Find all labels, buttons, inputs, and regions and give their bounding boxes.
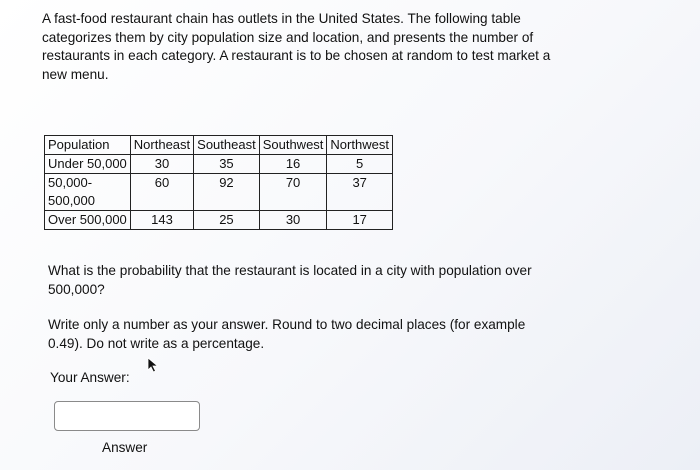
table-cell: 30: [130, 155, 193, 174]
row-label-line: 500,000: [48, 193, 95, 208]
table-cell: 143: [130, 211, 193, 230]
column-header-southwest: Southwest: [259, 136, 327, 155]
column-header-northwest: Northwest: [327, 136, 393, 155]
instructions-line: 0.49). Do not write as a percentage.: [48, 335, 265, 351]
table-cell: 16: [259, 155, 327, 174]
question-line: What is the probability that the restaurant is located in a city with population over: [48, 263, 532, 278]
mouse-pointer-icon: [147, 357, 159, 373]
intro-line: new menu.: [42, 66, 109, 82]
table-cell: 92: [194, 174, 260, 211]
table-cell: 35: [194, 155, 260, 174]
row-label: Under 50,000: [45, 155, 131, 174]
restaurant-count-table: [44, 135, 393, 230]
table-row: [45, 211, 393, 230]
table-cell: 60: [130, 174, 193, 211]
table-cell: 5: [327, 155, 393, 174]
question-text: [48, 262, 618, 299]
table-cell: 25: [194, 211, 260, 230]
table-header-row: [45, 136, 393, 155]
table-row: [45, 155, 393, 174]
row-label-line: 50,000-: [48, 175, 93, 190]
table-cell: 37: [327, 174, 393, 211]
answer-instructions: [48, 316, 628, 353]
row-label: Over 500,000: [45, 211, 131, 230]
instructions-line: Write only a number as your answer. Round to two decimal places (for example: [48, 317, 526, 332]
intro-line: A fast-food restaurant chain has outlets in the United States. The following table: [42, 11, 521, 26]
question-line: 500,000?: [48, 281, 105, 297]
row-label: [45, 174, 131, 211]
problem-intro: [42, 10, 627, 84]
column-header-southeast: Southeast: [194, 136, 260, 155]
intro-line: categorizes them by city population size and location, and presents the number of: [42, 29, 534, 45]
answer-input[interactable]: [54, 401, 200, 431]
intro-line: restaurants in each category. A restaurant is to be chosen at random to test market a: [42, 48, 551, 64]
table-cell: 70: [259, 174, 327, 211]
table-cell: 30: [259, 211, 327, 230]
answer-button[interactable]: Answer: [102, 440, 148, 455]
your-answer-label: Your Answer:: [50, 370, 130, 385]
column-header-northeast: Northeast: [130, 136, 193, 155]
table-row: [45, 174, 393, 211]
table-cell: 17: [327, 211, 393, 230]
column-header-population: Population: [45, 136, 131, 155]
